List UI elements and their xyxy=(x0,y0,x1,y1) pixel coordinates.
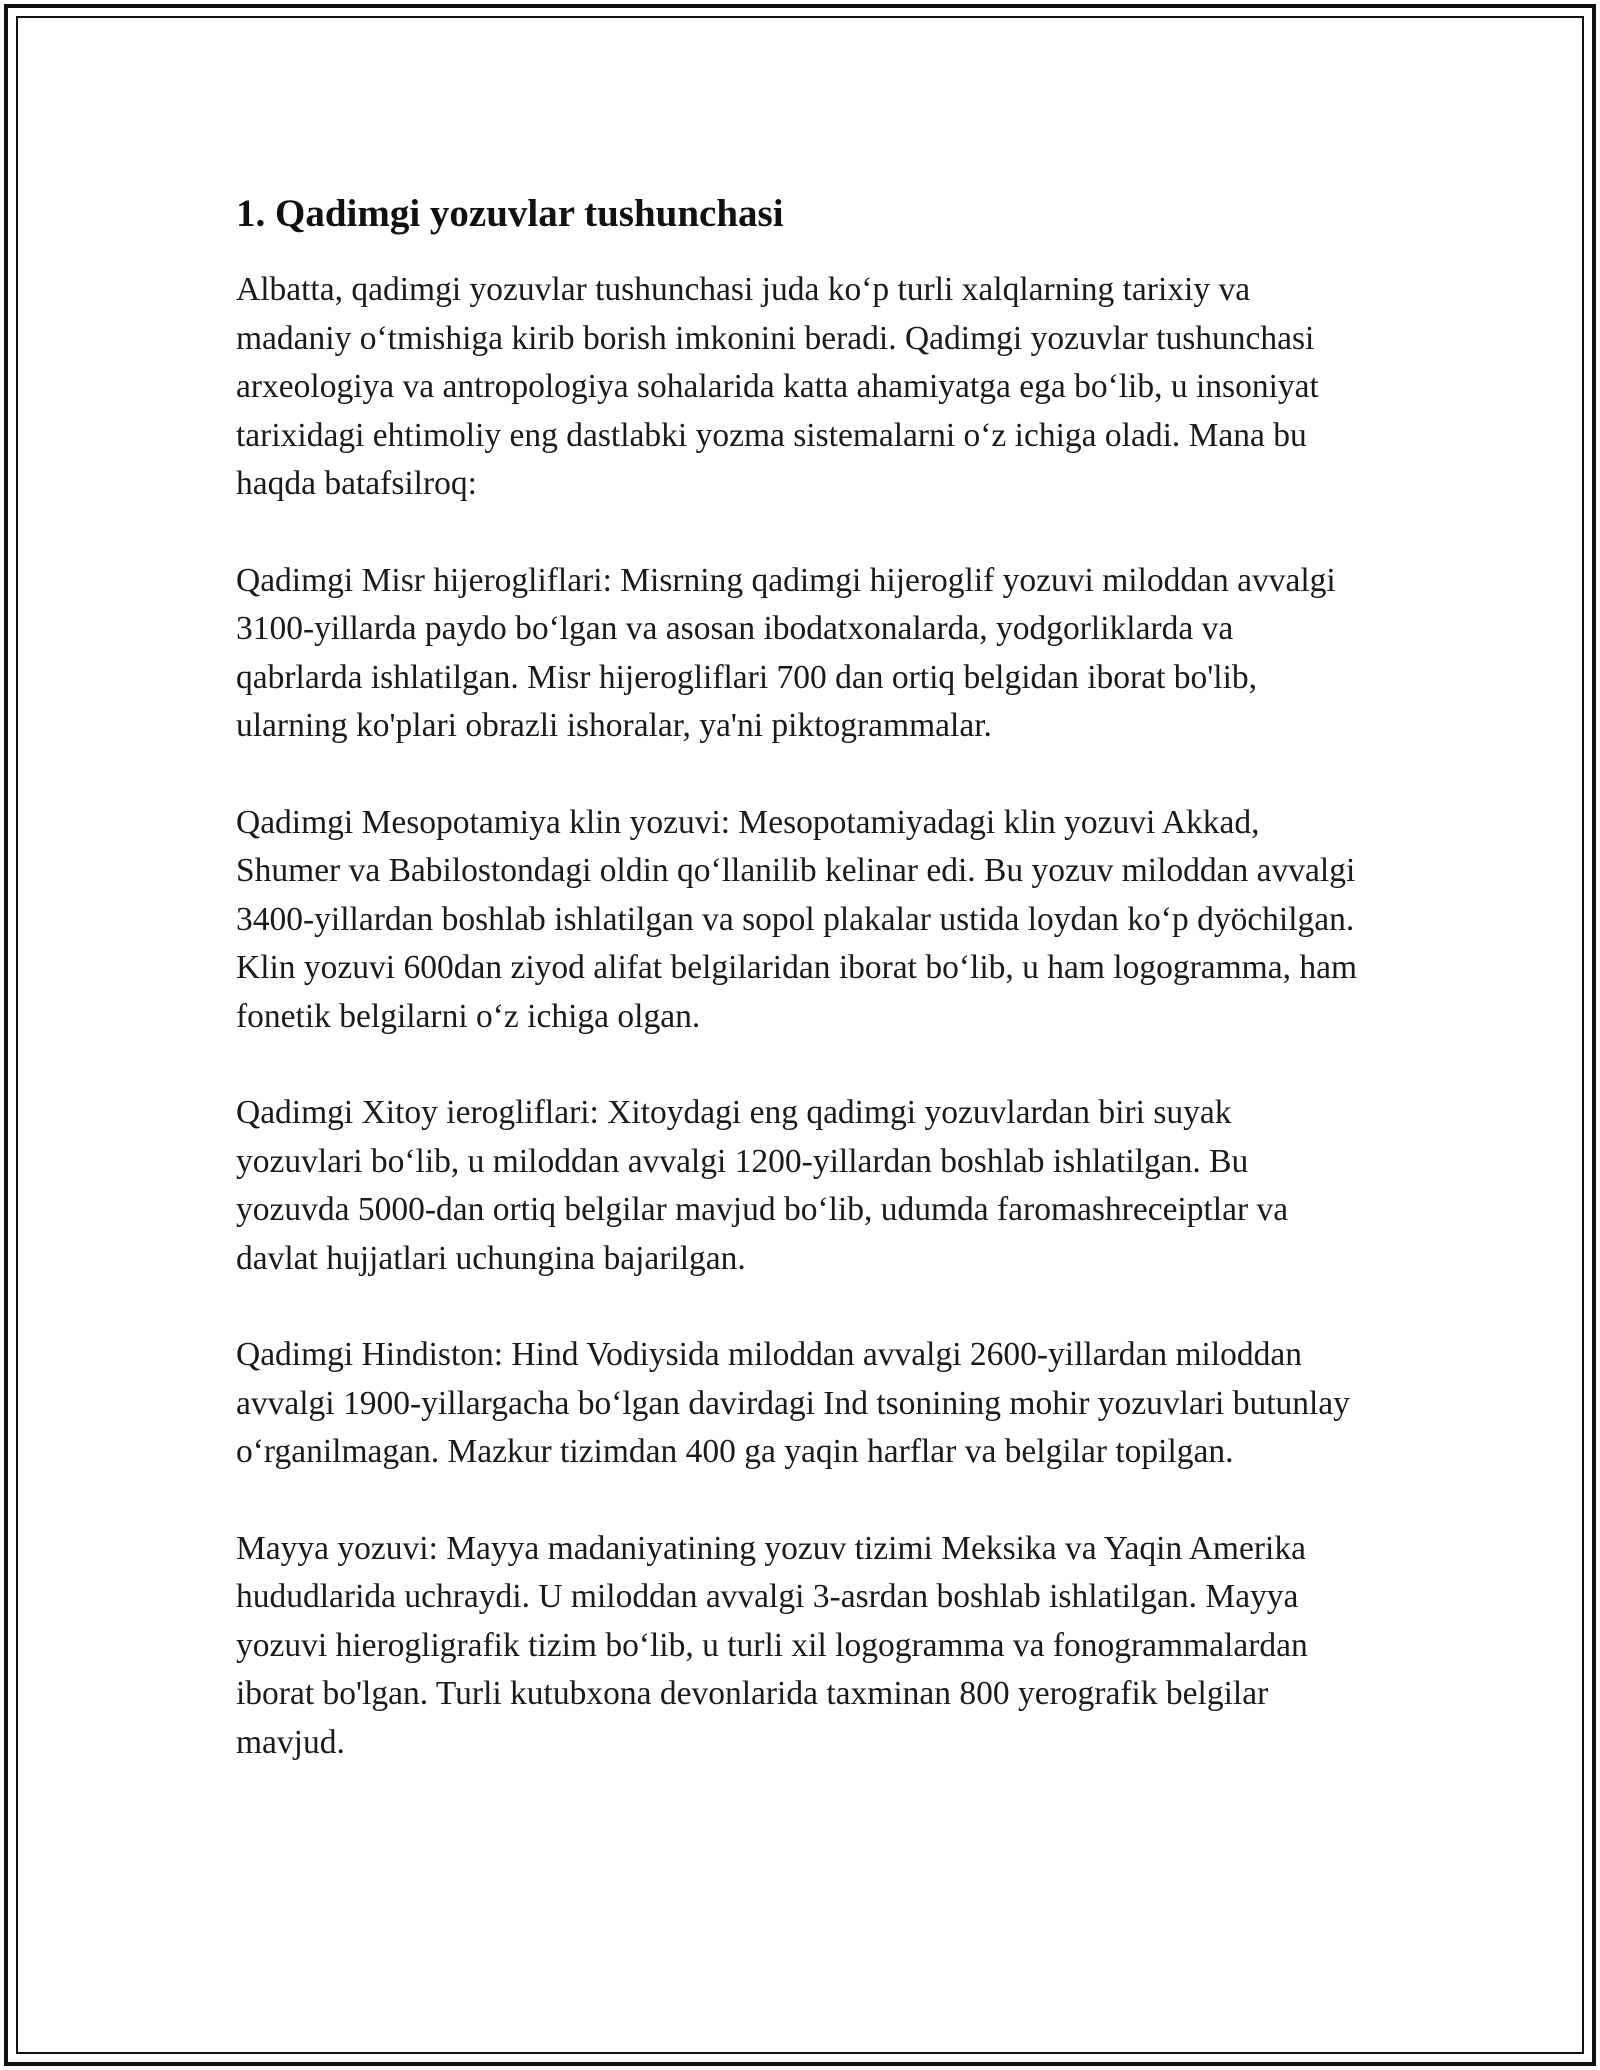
paragraph-maya-script: Mayya yozuvi: Mayya madaniyatining yozuv tizimi Meksika va Yaqin Amerika hududlarida uchraydi. U miloddan avvalgi 3-asrdan boshlab ishlatilgan. Mayya yozuvi hierogligrafik tizim bo‘lib, u turli xil logogramma va fonogrammalardan iborat bo'lgan. Turli kutubxona devonlarida taxminan 800 yerografik belgilar mavjud. xyxy=(236,1529,1308,1761)
paragraph-india-indus: Qadimgi Hindiston: Hind Vodiysida miloddan avvalgi 2600-yillardan miloddan avvalgi 1900-yillargacha bo‘lgan davirdagi Ind tsonining mohir yozuvlari butunlay o‘rganilmagan. Mazkur tizimdan 400 ga yaqin harflar va belgilar topilgan. xyxy=(236,1336,1350,1470)
paragraph-egypt-hieroglyphs: Qadimgi Misr hijerogliflari: Misrning qadimgi hijeroglif yozuvi miloddan avvalgi 3100-yillarda paydo bo‘lgan va asosan ibodatxonalarda, yodgorliklarda va qabrlarda ishlatilgan. Misr hijerogliflari 700 dan ortiq belgidan iborat bo'lib, ularning ko'plari obrazli ishoralar, ya'ni piktogrammalar. xyxy=(236,561,1336,744)
paragraph-china-characters: Qadimgi Xitoy ierogliflari: Xitoydagi eng qadimgi yozuvlardan biri suyak yozuvlari bo‘lib, u miloddan avvalgi 1200-yillardan boshlab ishlatilgan. Bu yozuvda 5000-dan ortiq belgilar mavjud bo‘lib, udumda faromashreceiptlar va davlat hujjatlari uchungina bajarilgan. xyxy=(236,1094,1289,1277)
document-body xyxy=(236,188,1366,1815)
paragraph-mesopotamia-cuneiform: Qadimgi Mesopotamiya klin yozuvi: Mesopotamiyadagi klin yozuvi Akkad, Shumer va Babilostondagi oldin qo‘llanilib kelinar edi. Bu yozuv miloddan avvalgi 3400-yillardan boshlab ishlatilgan va sopol plakalar ustida loydan ko‘p dyöchilgan. Klin yozuvi 600dan ziyod alifat belgilaridan iborat bo‘lib, u ham logogramma, ham fonetik belgilarni o‘z ichiga olgan. xyxy=(236,803,1358,1035)
section-heading: 1. Qadimgi yozuvlar tushunchasi xyxy=(236,192,784,235)
paragraph-intro: Albatta, qadimgi yozuvlar tushunchasi juda ko‘p turli xalqlarning tarixiy va madaniy o‘tmishiga kirib borish imkonini beradi. Qadimgi yozuvlar tushunchasi arxeologiya va antropologiya sohalarida katta ahamiyatga ega bo‘lib, u insoniyat tarixidagi ehtimoliy eng dastlabki yozma sistemalarni o‘z ichiga oladi. Mana bu haqda batafsilroq: xyxy=(236,271,1319,502)
